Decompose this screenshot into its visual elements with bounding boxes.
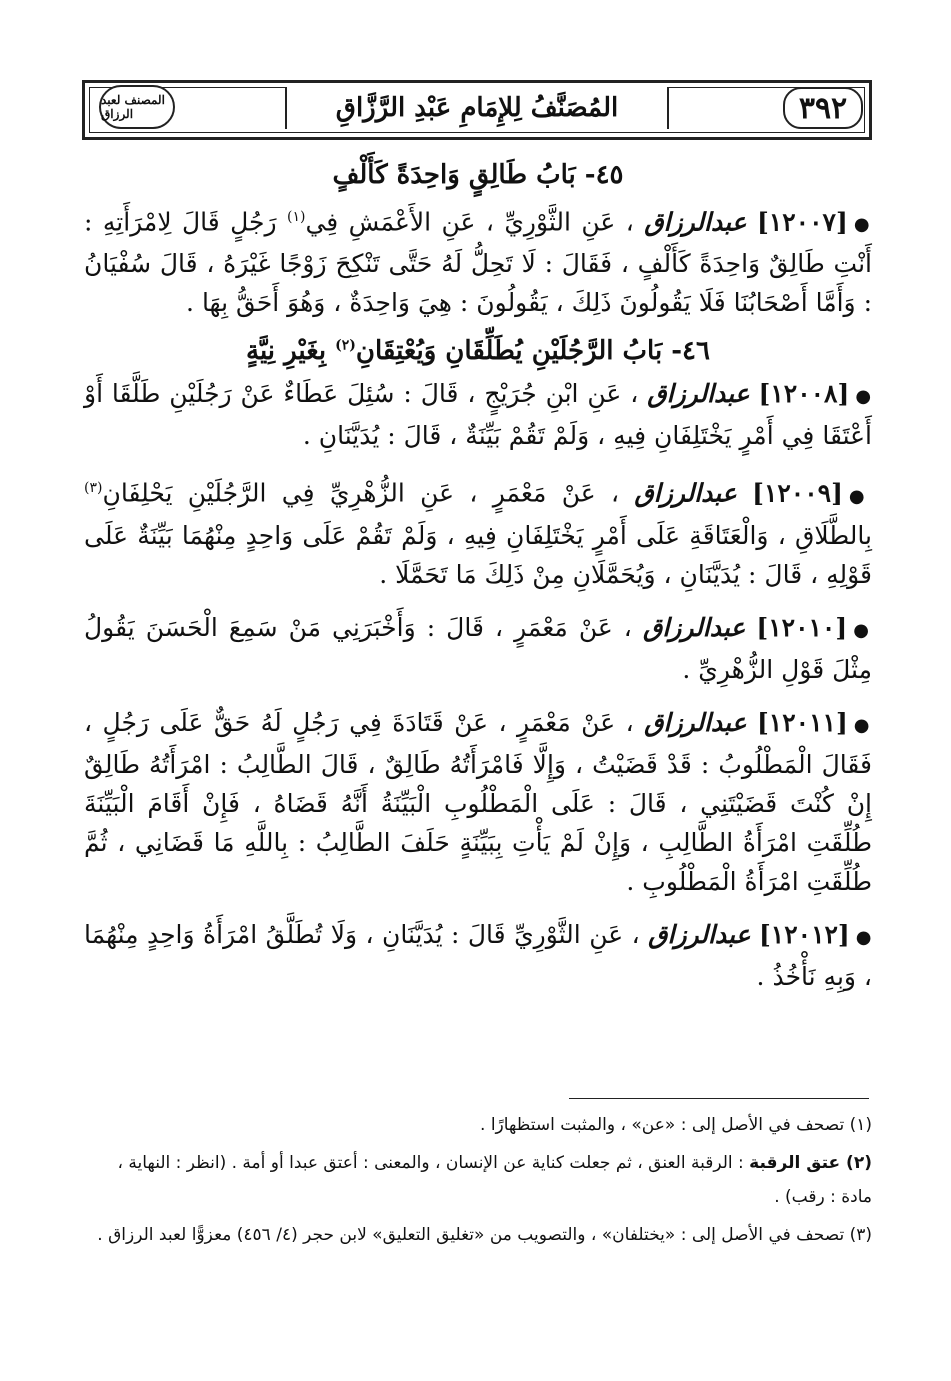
hadith-text: ، عَنِ ابْنِ جُرَيْجٍ ، قَالَ : سُئِلَ عَطَاءٌ عَنْ رَجُلَيْنِ طَلَّقَا أَوْ أَعْتَقَا فِي أَمْرٍ يَخْتَلِفَانِ فِيهِ ، وَلَمْ تَقُمْ بَيِّنَةٌ ، قَالَ : يُدَيَّنَانِ . — [84, 379, 872, 451]
hadith-number: [١٢٠٠٧] — [756, 207, 848, 237]
author-name: عبدالرزاق — [648, 919, 751, 949]
hadith-text: بِالطَّلَاقِ ، وَالْعَتَاقَةِ عَلَى أَمْرٍ يَخْتَلِفَانِ فِيهِ ، وَلَمْ تَقُمْ عَلَى وَاحِدٍ مِنْهُمَا بَيِّنَةٌ عَلَى قَوْلِهِ ، قَالَ : يُدَيَّنَانِ ، وَيُحَمَّلَانِ مِنْ ذَلِكَ مَا تَحَمَّلَا . — [84, 520, 872, 589]
footnote-1 — [84, 1108, 872, 1142]
hadith-12012 — [84, 915, 872, 996]
footnote-3 — [84, 1218, 872, 1252]
footnote-text: (١) تصحف في الأصل إلى : «عن» ، والمثبت استظهارًا . — [480, 1115, 872, 1135]
page-number-box — [783, 87, 863, 129]
bullet-icon: ● — [853, 714, 872, 736]
main-text — [84, 150, 872, 1010]
author-name: عبدالرزاق — [634, 478, 737, 508]
hadith-number: [١٢٠١١] — [756, 707, 848, 737]
hadith-text: ، عَنْ مَعْمَرٍ ، عَنْ قَتَادَةَ فِي رَجُلٍ لَهُ حَقٌّ عَلَى رَجُلٍ ، فَقَالَ الْمَطْلُوبُ : قَدْ قَضَيْتُ ، وَإِلَّا فَامْرَأَتُهُ طَالِقٌ ، قَالَ الطَّالِبُ : امْرَأَتُهُ طَالِقٌ إِنْ كُنْتَ قَضَيْتَنِي ، قَالَ : عَلَى الْمَطْلُوبِ الْبَيِّنَةُ أَنَّهُ قَضَاهُ ، فَإِنْ أَقَامَ الْبَيِّنَةَ طُلِّقَتِ امْرَأَةُ الطَّالِبِ ، وَإِنْ لَمْ يَأْتِ بِبَيِّنَةٍ حَلَفَ الطَّالِبُ : بِاللَّهِ مَا قَضَانِي ، ثُمَّ طُلِّقَتِ امْرَأَةُ الْمَطْلُوبِ . — [84, 707, 872, 896]
chapter-heading-45: ٤٥- بَابُ طَالِقٍ وَاحِدَةً كَأَلْفٍ — [332, 160, 624, 190]
hadith-12011 — [84, 703, 872, 901]
footnote-ref: (١) — [286, 209, 306, 225]
author-name: عبدالرزاق — [647, 379, 750, 409]
bullet-icon: ● — [853, 619, 873, 641]
bullet-icon: ● — [848, 485, 872, 507]
hadith-12009 — [84, 469, 872, 593]
hadith-text: ، عَنْ مَعْمَرٍ ، عَنِ الزُّهْرِيِّ فِي الرَّجُلَيْنِ يَحْلِفَانِ — [102, 478, 620, 508]
footnote-ref: (٢) — [335, 337, 356, 354]
author-name: عبدالرزاق — [642, 612, 746, 642]
chapter-title: ٤٦- بَابُ الرَّجُلَيْنِ يُطَلِّقَانِ وَيُعْتِقَانِ — [355, 336, 710, 367]
chapter-heading-46 — [84, 336, 872, 366]
hadith-number: [١٢٠٠٨] — [758, 379, 850, 409]
chapter-title: بِغَيْرِ نِيَّةٍ — [246, 336, 336, 367]
footnote-text: : الرقبة العنق ، ثم جعلت كناية عن الإنسان ، والمعنى : أعتق عبدا أو أمة . (انظر : النهاية ، مادة : رقب) . — [117, 1153, 872, 1207]
hadith-12007 — [84, 198, 872, 322]
hadith-text: ، عَنِ الثَّوْرِيِّ قَالَ : يُدَيَّنَانِ ، وَلَا تُطَلَّقُ امْرَأَةُ وَاحِدٍ مِنْهُمَا ، وَبِهِ نَأْخُذُ . — [84, 919, 872, 991]
hadith-number: [١٢٠١٢] — [758, 919, 850, 949]
seal-text: المصنف لعبد الرزاق — [101, 93, 165, 121]
hadith-number: [١٢٠١٠] — [756, 612, 848, 642]
author-name: عبدالرزاق — [644, 707, 747, 737]
footnote-2 — [84, 1146, 872, 1214]
hadith-number: [١٢٠٠٩] — [752, 478, 843, 508]
footnote-text: (٣) تصحف في الأصل إلى : «يختلفان» ، والتصويب من «تغليق التعليق» لابن حجر (٤/ ٤٥٦) معزوًّا لعبد الرزاق . — [97, 1225, 872, 1245]
book-seal-logo — [99, 85, 175, 129]
hadith-12010 — [84, 608, 872, 689]
page-number: ٣٩٢ — [798, 90, 848, 126]
hadith-text: رَجُلٍ قَالَ لِامْرَأَتِهِ : أَنْتِ طَالِقٌ وَاحِدَةً كَأَلْفٍ ، فَقَالَ : لَا تَحِلُّ لَهُ حَتَّى تَنْكِحَ زَوْجًا غَيْرَهُ ، قَالَ سُفْيَانُ : وَأَمَّا أَصْحَابُنَا فَلَا يَقُولُونَ ذَلِكَ ، يَقُولُونَ : هِيَ وَاحِدَةٌ ، وَهُوَ أَحَقُّ بِهَا . — [84, 207, 872, 318]
footnote-divider — [569, 1098, 869, 1099]
author-name: عبدالرزاق — [644, 207, 747, 237]
running-title: المُصَنَّفُ لِلإِمَامِ عَبْدِ الرَّزَّاقِ — [285, 87, 669, 129]
bullet-icon: ● — [855, 926, 872, 948]
footnote-term: (٢) عتق الرقبة — [749, 1153, 872, 1173]
footnote-ref: (٣) — [84, 480, 103, 497]
hadith-text: ، عَنْ مَعْمَرٍ ، قَالَ : وَأَخْبَرَنِي مَنْ سَمِعَ الْحَسَنَ يَقُولُ مِثْلَ قَوْلِ الزُّهْرِيِّ . — [84, 612, 872, 684]
page-header — [82, 80, 872, 140]
hadith-12008 — [84, 374, 872, 455]
bullet-icon: ● — [853, 214, 872, 236]
footnotes — [84, 1108, 872, 1256]
hadith-text: ، عَنِ الثَّوْرِيِّ ، عَنِ الأَعْمَشِ فِي — [305, 207, 634, 237]
bullet-icon: ● — [855, 386, 872, 408]
